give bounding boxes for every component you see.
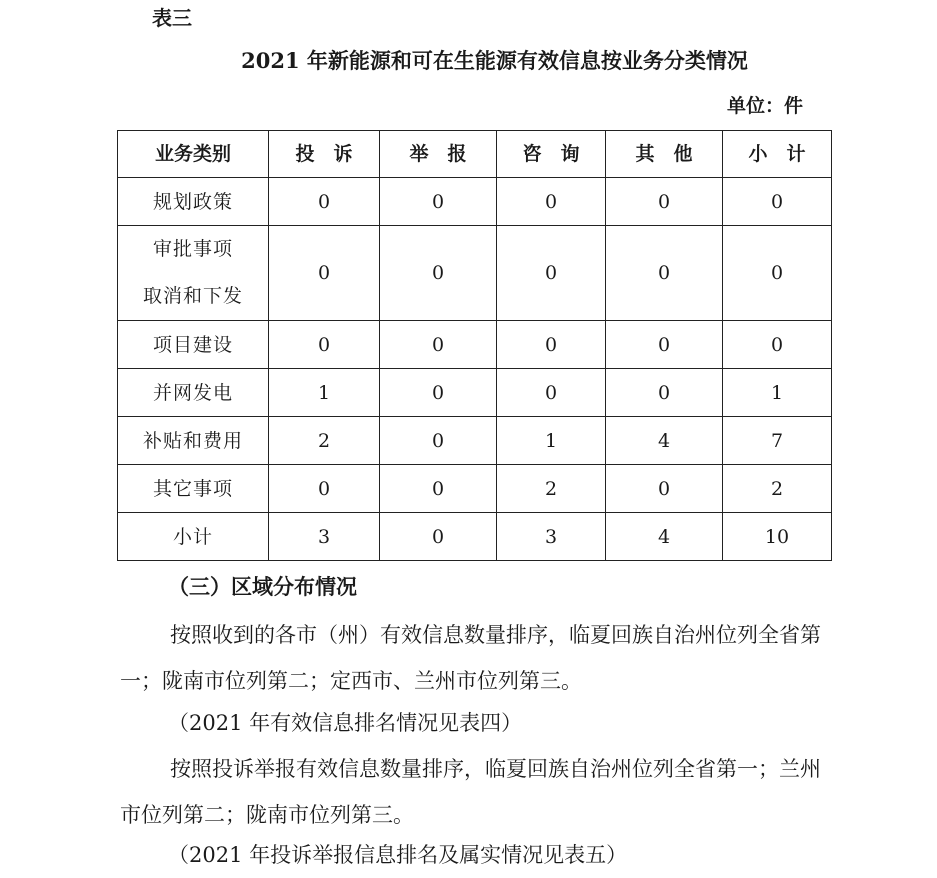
table-cell: 0 [269, 465, 380, 513]
table-cell: 7 [723, 417, 832, 465]
table-cell: 4 [606, 513, 723, 561]
table-cell: 0 [380, 465, 497, 513]
header-report: 举 报 [380, 131, 497, 178]
table-header-row [118, 131, 832, 178]
table-cell: 0 [497, 226, 606, 321]
table-cell: 0 [380, 513, 497, 561]
table-row [118, 321, 832, 369]
table-cell: 0 [380, 417, 497, 465]
paragraph: 按照收到的各市（州）有效信息数量排序，临夏回族自治州位列全省第一；陇南市位列第二；定西市、兰州市位列第三。 [120, 623, 821, 693]
header-complaint: 投 诉 [269, 131, 380, 178]
table-cell: 2 [497, 465, 606, 513]
row-category: 规划政策 [118, 178, 269, 226]
table-cell: 2 [723, 465, 832, 513]
table-cell: 0 [269, 321, 380, 369]
table-row [118, 513, 832, 561]
table-label: 表三 [152, 6, 192, 30]
table-title: 2021 年新能源和可在生能源有效信息按业务分类情况 [241, 48, 748, 73]
table-cell: 10 [723, 513, 832, 561]
table-cell: 1 [497, 417, 606, 465]
row-category: 并网发电 [118, 369, 269, 417]
paragraph: 按照投诉举报有效信息数量排序，临夏回族自治州位列全省第一；兰州市位列第二；陇南市位列第三。 [120, 757, 821, 827]
row-category: 项目建设 [118, 321, 269, 369]
table-cell: 4 [606, 417, 723, 465]
row-category: 其它事项 [118, 465, 269, 513]
row-category: 补贴和费用 [118, 417, 269, 465]
header-subtotal: 小 计 [723, 131, 832, 178]
table-cell: 0 [606, 369, 723, 417]
table-cell: 0 [380, 178, 497, 226]
table-row [118, 369, 832, 417]
table-row [118, 226, 832, 321]
row-category-line: 审批事项 [152, 238, 233, 260]
table-cell: 0 [380, 369, 497, 417]
table-cell: 3 [269, 513, 380, 561]
row-category: 小计 [118, 513, 269, 561]
table-cell: 0 [497, 178, 606, 226]
table-cell: 0 [497, 369, 606, 417]
header-consult: 咨 询 [497, 131, 606, 178]
header-category: 业务类别 [118, 131, 269, 178]
table-cell: 0 [269, 178, 380, 226]
header-other: 其 他 [606, 131, 723, 178]
section-heading: （三）区域分布情况 [168, 574, 357, 599]
table-row [118, 417, 832, 465]
table-cell: 0 [723, 321, 832, 369]
table-cell: 0 [269, 226, 380, 321]
unit-label: 单位：件 [726, 95, 803, 117]
table-cell: 3 [497, 513, 606, 561]
table-cell: 0 [606, 178, 723, 226]
row-category [118, 226, 269, 321]
table-row [118, 178, 832, 226]
table-cell: 0 [497, 321, 606, 369]
table-cell: 0 [606, 321, 723, 369]
table-cell: 0 [380, 321, 497, 369]
table-cell: 0 [723, 178, 832, 226]
table-cell: 0 [380, 226, 497, 321]
table-cell: 0 [606, 226, 723, 321]
row-category-line: 取消和下发 [142, 285, 243, 307]
paragraph: （2021 年投诉举报信息排名及属实情况见表五） [168, 843, 628, 867]
table-cell: 1 [269, 369, 380, 417]
table-cell: 2 [269, 417, 380, 465]
table-cell: 0 [723, 226, 832, 321]
table-cell: 1 [723, 369, 832, 417]
business-category-table [117, 130, 832, 561]
table-cell: 0 [606, 465, 723, 513]
table-row [118, 465, 832, 513]
paragraph: （2021 年有效信息排名情况见表四） [168, 711, 523, 735]
